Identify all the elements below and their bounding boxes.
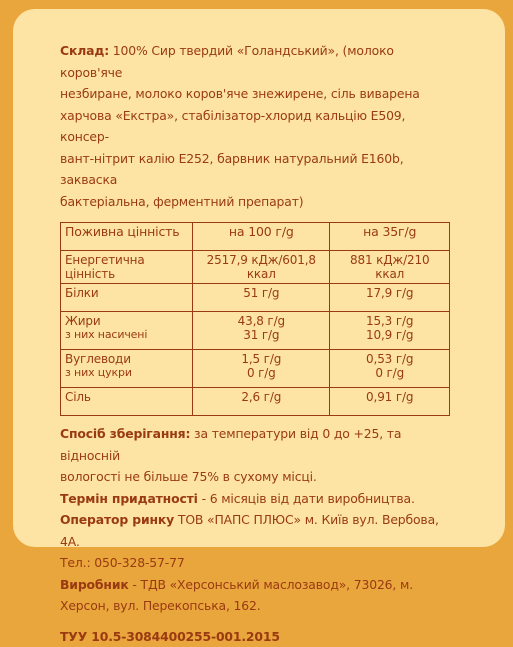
sugars-label: з них цукри xyxy=(65,366,188,380)
storage-text-1: за температури від 0 до +25, та відносній xyxy=(60,426,401,463)
row-value-100g: 2,6 г/g xyxy=(193,388,330,416)
composition-line-3: харчова «Екстра», стабілізатор-хлорид кальцію Е509, консер- xyxy=(60,105,452,148)
standard-code: ТУУ 10.5-3084400255-001.2015 xyxy=(60,626,452,647)
operator-text: ТОВ «ПАПС ПЛЮС» м. Київ вул. Вербова, 4А. xyxy=(60,512,439,549)
operator-label: Оператор ринку xyxy=(60,512,174,527)
operator-phone: Тел.: 050-328-57-77 xyxy=(60,552,452,574)
table-row-salt xyxy=(61,388,450,416)
row-label: Сіль xyxy=(61,388,193,416)
table-row-carbs xyxy=(61,350,450,388)
fat-value-35g: 15,3 г/g xyxy=(334,314,445,328)
header-cell: на 35г/g xyxy=(330,223,450,251)
producer-label: Виробник xyxy=(60,577,129,592)
composition-line-2: незбиране, молоко коров'яче знежирене, сіль виварена xyxy=(60,83,452,105)
producer-text-1: - ТДВ «Херсонський маслозавод», 73026, м. xyxy=(129,577,413,592)
row-value-35g: 17,9 г/g xyxy=(330,284,450,312)
header-cell: на 100 г/g xyxy=(193,223,330,251)
composition-line-5: бактеріальна, ферментний препарат) xyxy=(60,191,452,213)
row-value-35g xyxy=(330,312,450,350)
fat-label: Жири xyxy=(65,314,188,328)
table-header-row xyxy=(61,223,450,251)
storage-text-2: вологості не більше 75% в сухому місці. xyxy=(60,466,452,488)
header-cell: Поживна цінність xyxy=(61,223,193,251)
row-value-35g: 0,91 г/g xyxy=(330,388,450,416)
shelf-life-text: - 6 місяців від дати виробництва. xyxy=(198,491,415,506)
table-row-fat xyxy=(61,312,450,350)
row-label xyxy=(61,312,193,350)
carbs-label: Вуглеводи xyxy=(65,352,188,366)
row-value-35g: 881 кДж/210 ккал xyxy=(330,251,450,284)
shelf-life-label: Термін придатності xyxy=(60,491,198,506)
row-value-100g: 2517,9 кДж/601,8 ккал xyxy=(193,251,330,284)
row-value-100g: 51 г/g xyxy=(193,284,330,312)
table-row-protein xyxy=(61,284,450,312)
sat-fat-value-100g: 31 г/g xyxy=(197,328,325,342)
composition-line-1: 100% Сир твердий «Голандський», (молоко коров'яче xyxy=(60,43,394,80)
row-label: Енергетична цінність xyxy=(61,251,193,284)
row-value-35g xyxy=(330,350,450,388)
composition-line-4: вант-нітрит калію Е252, барвник натуральний Е160b, закваска xyxy=(60,148,452,191)
composition-section xyxy=(60,40,452,212)
sat-fat-value-35g: 10,9 г/g xyxy=(334,328,445,342)
sugars-value-35g: 0 г/g xyxy=(334,366,445,380)
storage-label: Спосіб зберігання: xyxy=(60,426,190,441)
info-section xyxy=(60,423,452,617)
nutrition-table xyxy=(60,222,450,416)
composition-label: Склад: xyxy=(60,43,109,58)
row-label: Білки xyxy=(61,284,193,312)
fat-value-100g: 43,8 г/g xyxy=(197,314,325,328)
sugars-value-100g: 0 г/g xyxy=(197,366,325,380)
table-row-energy xyxy=(61,251,450,284)
sat-fat-label: з них насичені xyxy=(65,328,188,342)
carbs-value-35g: 0,53 г/g xyxy=(334,352,445,366)
carbs-value-100g: 1,5 г/g xyxy=(197,352,325,366)
row-value-100g xyxy=(193,312,330,350)
row-value-100g xyxy=(193,350,330,388)
row-label xyxy=(61,350,193,388)
producer-text-2: Херсон, вул. Перекопська, 162. xyxy=(60,595,452,617)
